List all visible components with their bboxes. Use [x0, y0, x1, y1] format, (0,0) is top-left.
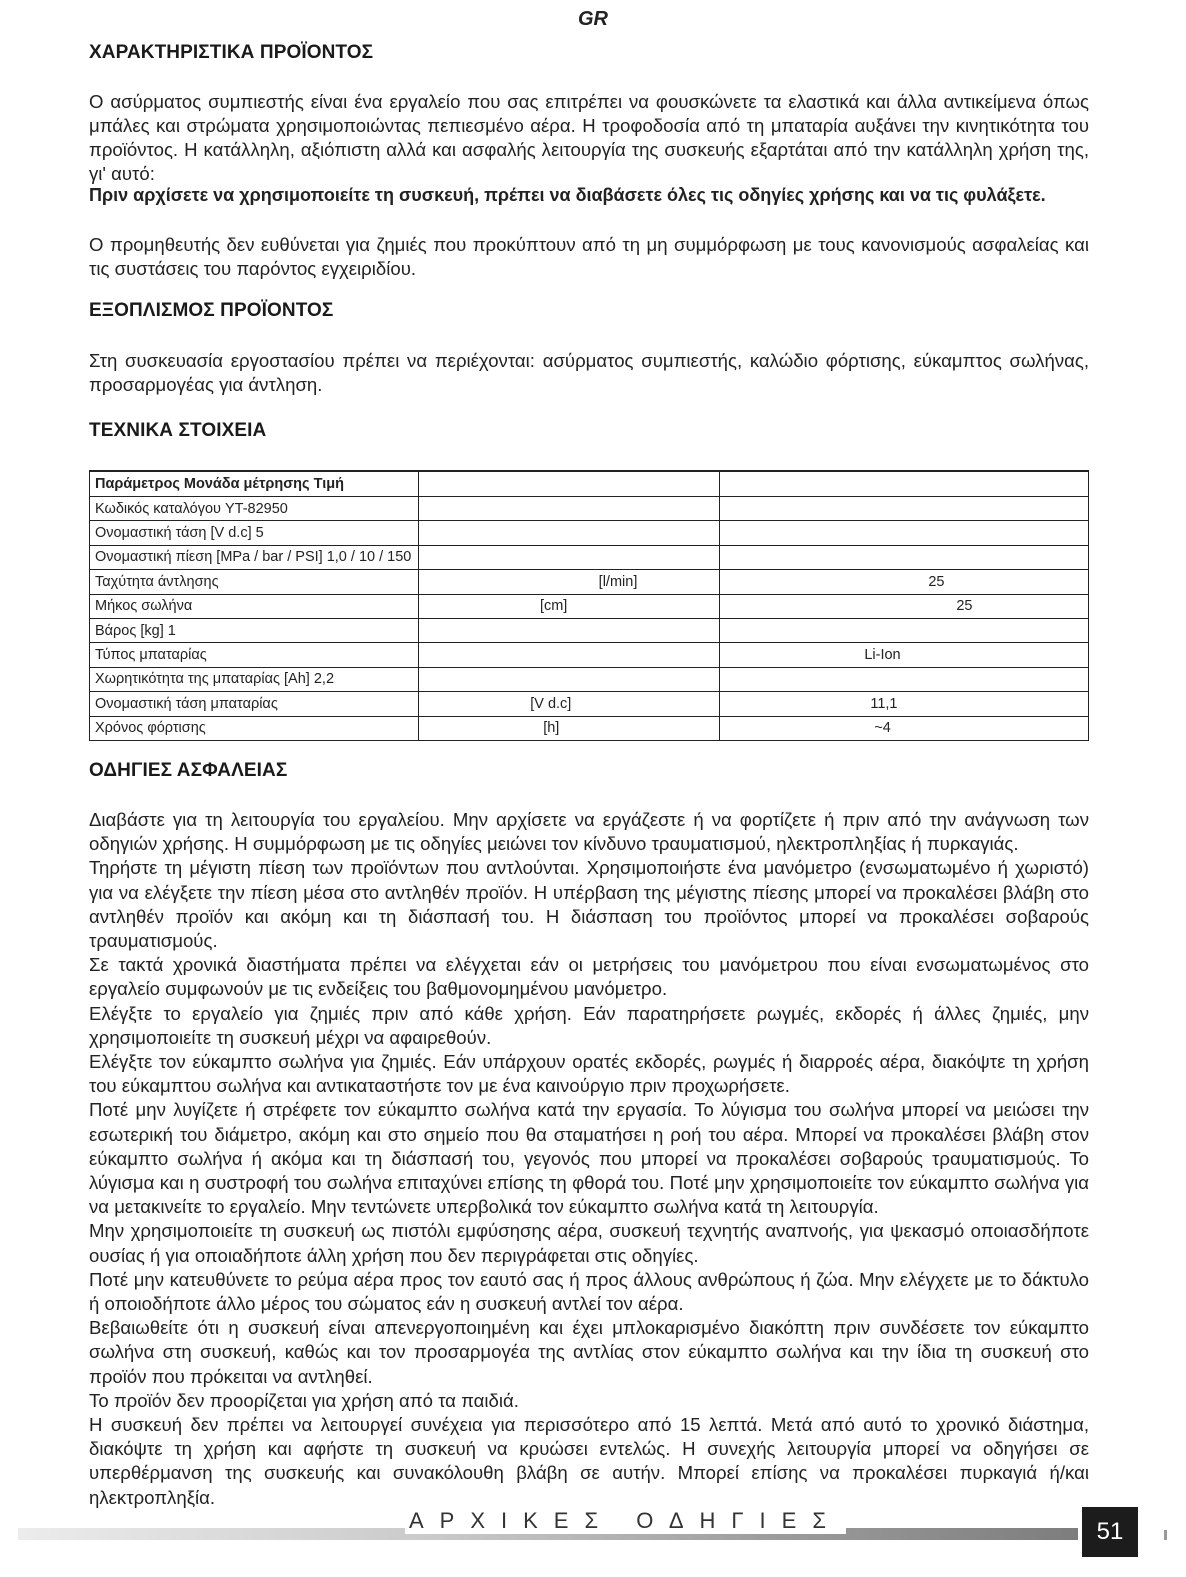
page-number: 51 — [1082, 1507, 1138, 1557]
table-cell: Βάρος [kg] 1 — [90, 618, 419, 642]
technical-data-table — [89, 470, 1089, 741]
footer-tick-mark — [1164, 1530, 1167, 1540]
table-cell: Χωρητικότητα της μπαταρίας [Ah] 2,2 — [90, 667, 419, 691]
table-cell — [720, 618, 1089, 642]
table-cell: Ταχύτητα άντλησης — [90, 570, 419, 594]
table-cell — [419, 545, 720, 569]
safety-paragraph: Ελέγξτε τον εύκαμπτο σωλήνα για ζημιές. Εάν υπάρχουν ορατές εκδορές, ρωγμές ή διαρροές αέρα, διακόψτε τη χρήση του εύκαμπτου σωλήνα και αντικαταστήστε τον με ένα καινούργιο πριν προχωρήσετε. — [89, 1051, 1089, 1097]
table-cell — [419, 521, 720, 545]
table-cell: 25 — [720, 594, 1089, 618]
table-row — [90, 570, 1089, 594]
heading-safety: ΟΔΗΓΙΕΣ ΑΣΦΑΛΕΙΑΣ — [89, 760, 288, 781]
table-cell — [720, 497, 1089, 521]
table-row — [90, 521, 1089, 545]
safety-paragraph: Τηρήστε τη μέγιστη πίεση των προϊόντων που αντλούνται. Χρησιμοποιήστε ένα μανόμετρο (ενσωματωμένο ή χωριστό) για να ελέγξετε την πίεση μέσα στο αντληθέν προϊόν. Η υπέρβαση της μέγιστης πίεσης μπορεί να προκαλέσει βλάβη στο αντληθέν προϊόν και ακόμη και τη διάσπασή του. Η διάσπαση του προϊόντος μπορεί να προκαλέσει σοβαρούς τραυματισμούς. — [89, 857, 1089, 952]
table-cell — [419, 618, 720, 642]
safety-paragraph: Το προϊόν δεν προορίζεται για χρήση από τα παιδιά. — [89, 1389, 519, 1411]
table-row — [90, 716, 1089, 740]
table-row — [90, 594, 1089, 618]
language-code: GR — [578, 8, 608, 30]
table-cell: Τύπος μπαταρίας — [90, 643, 419, 667]
safety-paragraph: Βεβαιωθείτε ότι η συσκευή είναι απενεργοποιημένη και έχει μπλοκαρισμένο διακόπτη πριν συνδέσετε τον εύκαμπτο σωλήνα στη συσκευή, καθώς και τον προσαρμογέα της αντλίας στον εύκαμπτο σωλήνα και την ίδια τη συσκευή στο προϊόν που πρόκειται να αντληθεί. — [89, 1317, 1089, 1387]
table-cell: 25 — [720, 570, 1089, 594]
table-cell: ~4 — [720, 716, 1089, 740]
table-cell: Χρόνος φόρτισης — [90, 716, 419, 740]
characteristics-paragraph-1: Ο ασύρματος συμπιεστής είναι ένα εργαλείο που σας επιτρέπει να φουσκώνετε τα ελαστικά και άλλα αντικείμενα όπως μπάλες και στρώματα χρησιμοποιώντας πεπιεσμένο αέρα. Η τροφοδοσία από τη μπαταρία αυξάνει την κινητικότητα του προϊόντος. Η κατάλληλη, αξιόπιστη αλλά και ασφαλής λειτουργία της συσκευής εξαρτάται από την κατάλληλη χρήση της, γι' αυτό: — [89, 91, 1089, 184]
safety-paragraph: Μην χρησιμοποιείτε τη συσκευή ως πιστόλι εμφύσησης αέρα, συσκευή τεχνητής αναπνοής, για ψεκασμό οποιασδήποτε ουσίας ή για οποιαδήποτε άλλη χρήση που δεν περιγράφεται στις οδηγίες. — [89, 1220, 1089, 1266]
table-cell: Παράμετρος Μονάδα μέτρησης Τιμή — [90, 471, 419, 497]
table-row — [90, 471, 1089, 497]
safety-paragraph: Διαβάστε για τη λειτουργία του εργαλείου. Μην αρχίσετε να εργάζεστε ή να φορτίζετε ή πριν από την ανάγνωση των οδηγιών χρήσης. Η συμμόρφωση με τις οδηγίες μειώνει τον κίνδυνο τραυματισμού, ηλεκτροπληξίας ή πυρκαγιάς. — [89, 809, 1089, 855]
table-row — [90, 692, 1089, 716]
table-cell: Μήκος σωλήνα — [90, 594, 419, 618]
table-cell — [720, 471, 1089, 497]
safety-instructions — [89, 808, 1089, 1510]
characteristics-paragraph-2: Πριν αρχίσετε να χρησιμοποιείτε τη συσκευή, πρέπει να διαβάσετε όλες τις οδηγίες χρήσης και να τις φυλάξετε. — [89, 185, 1046, 205]
table-cell — [720, 545, 1089, 569]
table-cell — [419, 667, 720, 691]
safety-paragraph: Ελέγξτε το εργαλείο για ζημιές πριν από κάθε χρήση. Εάν παρατηρήσετε ρωγμές, εκδορές ή άλλες ζημιές, μην χρησιμοποιείτε τη συσκευή μέχρι να αφαιρεθούν. — [89, 1002, 1089, 1048]
heading-equipment: ΕΞΟΠΛΙΣΜΟΣ ΠΡΟΪΟΝΤΟΣ — [89, 300, 334, 321]
table-cell: 11,1 — [720, 692, 1089, 716]
table-cell: [l/min] — [419, 570, 720, 594]
characteristics-paragraph-3: Ο προμηθευτής δεν ευθύνεται για ζημιές που προκύπτουν από τη μη συμμόρφωση με τους κανονισμούς ασφαλείας και τις συστάσεις του παρόντος εγχειριδίου. — [89, 234, 1089, 279]
heading-technical-data: ΤΕΧΝΙΚΑ ΣΤΟΙΧΕΙΑ — [89, 420, 267, 441]
heading-characteristics: ΧΑΡΑΚΤΗΡΙΣΤΙΚΑ ΠΡΟΪΟΝΤΟΣ — [89, 42, 374, 63]
table-row — [90, 618, 1089, 642]
table-cell — [419, 497, 720, 521]
table-cell — [720, 667, 1089, 691]
table-cell: Ονομαστική τάση μπαταρίας — [90, 692, 419, 716]
equipment-paragraph: Στη συσκευασία εργοστασίου πρέπει να περιέχονται: ασύρματος συμπιεστής, καλώδιο φόρτισης, εύκαμπτος σωλήνας, προσαρμογέας για άντληση. — [89, 350, 1089, 395]
table-cell — [720, 521, 1089, 545]
table-cell: [cm] — [419, 594, 720, 618]
table-row — [90, 497, 1089, 521]
table-cell — [419, 471, 720, 497]
safety-paragraph: Η συσκευή δεν πρέπει να λειτουργεί συνέχεια για περισσότερο από 15 λεπτά. Μετά από αυτό το χρονικό διάστημα, διακόψτε τη χρήση και αφήστε τη συσκευή να κρυώσει εντελώς. Η συνεχής λειτουργία μπορεί να οδηγήσει σε υπερθέρμανση της συσκευής και συνακόλουθη βλάβη σε αυτήν. Μπορεί επίσης να προκαλέσει πυρκαγιά ή/και ηλεκτροπληξία. — [89, 1414, 1089, 1508]
table-cell — [419, 643, 720, 667]
table-cell: Κωδικός καταλόγου YT-82950 — [90, 497, 419, 521]
table-cell: Li-Ion — [720, 643, 1089, 667]
table-row — [90, 667, 1089, 691]
table-row — [90, 643, 1089, 667]
table-row — [90, 545, 1089, 569]
safety-paragraph: Σε τακτά χρονικά διαστήματα πρέπει να ελέγχεται εάν οι μετρήσεις του μανόμετρου που είναι ενσωματωμένος στο εργαλείο συμφωνούν με τις ενδείξεις του βαθμονομημένου μανόμετρο. — [89, 954, 1089, 1000]
table-cell: [h] — [419, 716, 720, 740]
table-cell: Ονομαστική πίεση [MPa / bar / PSI] 1,0 / 10 / 150 — [90, 545, 419, 569]
table-cell: [V d.c] — [419, 692, 720, 716]
footer-title: ΑΡΧΙΚΕΣ ΟΔΗΓΙΕΣ — [405, 1508, 846, 1534]
safety-paragraph: Ποτέ μην κατευθύνετε το ρεύμα αέρα προς τον εαυτό σας ή προς άλλους ανθρώπους ή ζώα. Μην ελέγχετε με το δάκτυλο ή οποιοδήποτε άλλο μέρος του σώματος εάν η συσκευή αντλεί τον αέρα. — [89, 1268, 1089, 1315]
table-cell: Ονομαστική τάση [V d.c] 5 — [90, 521, 419, 545]
safety-paragraph: Ποτέ μην λυγίζετε ή στρέφετε τον εύκαμπτο σωλήνα κατά την εργασία. Το λύγισμα του σωλήνα μπορεί να μειώσει την εσωτερική του διάμετρο, ακόμη και στο σημείο που θα σταματήσει η ροή του αέρα. Μπορεί να προκαλέσει βλάβη στον εύκαμπτο σωλήνα ή ακόμα και τη διάσπασή του, γεγονός που μπορεί να προκαλέσει σοβαρούς τραυματισμούς. Το λύγισμα και η συστροφή του σωλήνα επιταχύνει επίσης τη φθορά του. Ποτέ μην χρησιμοποιείτε τον εύκαμπτο σωλήνα για να μετακινείτε το εργαλείο. Μην τεντώνετε υπερβολικά τον εύκαμπτο σωλήνα κατά τη λειτουργία. — [89, 1099, 1089, 1218]
